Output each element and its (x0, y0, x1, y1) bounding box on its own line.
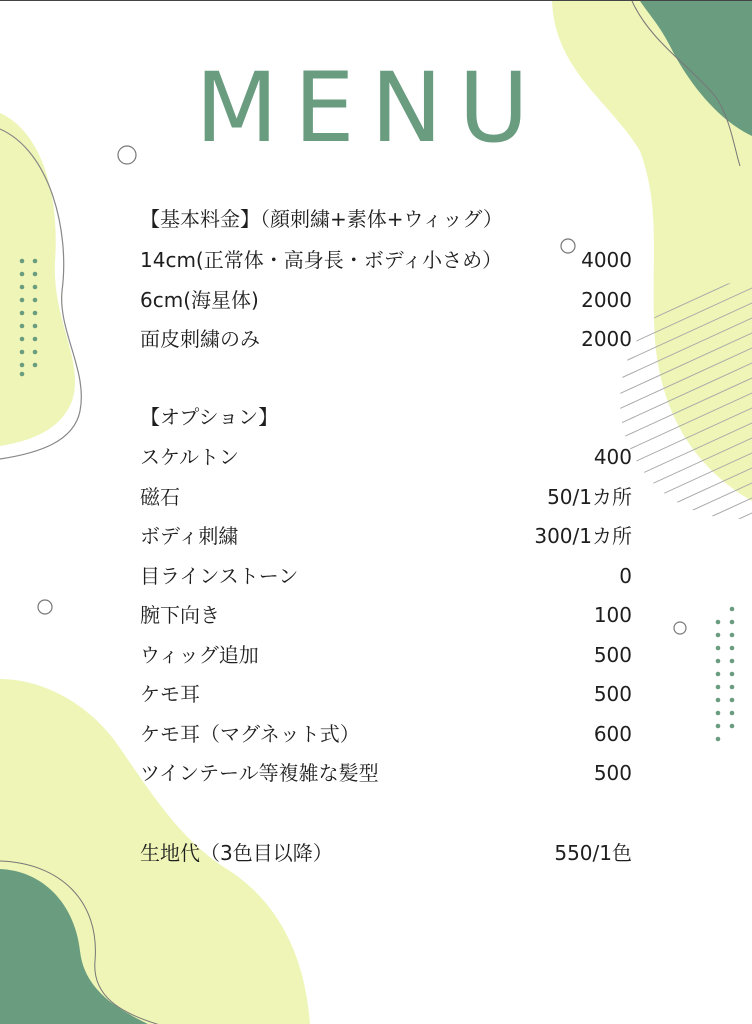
item-name: ケモ耳（マグネット式） (140, 722, 360, 746)
menu-row (140, 287, 632, 313)
item-name: 生地代（3色目以降） (140, 841, 333, 865)
item-price: 2000 (581, 288, 632, 312)
menu-row (140, 760, 632, 786)
menu-row (140, 681, 632, 707)
small-circle-4 (674, 622, 686, 634)
item-price: 500 (593, 643, 632, 667)
menu-row (140, 721, 632, 747)
item-name: 目ラインストーン (140, 564, 299, 588)
item-price: 600 (593, 722, 632, 746)
item-price: 500 (593, 682, 632, 706)
menu-title: MENU (195, 52, 545, 164)
item-price: 400 (593, 445, 632, 469)
item-name: ウィッグ追加 (140, 643, 259, 667)
item-price: 50/1カ所 (547, 485, 632, 509)
basic-price-heading: 【基本料金】（顔刺繍+素体+ウィッグ） (140, 207, 503, 231)
menu-row (140, 247, 632, 273)
menu-row (140, 642, 632, 668)
item-name: スケルトン (140, 445, 239, 469)
item-name: 6cm(海星体) (140, 288, 259, 312)
options-heading: 【オプション】 (140, 405, 279, 429)
item-price: 2000 (581, 327, 632, 351)
menu-row (140, 602, 632, 628)
menu-row (140, 523, 632, 549)
item-price: 0 (619, 564, 632, 588)
item-price: 100 (593, 603, 632, 627)
item-price: 300/1カ所 (534, 524, 632, 548)
small-circle-3 (38, 600, 52, 614)
right-dot-grid (716, 607, 735, 742)
item-name: ケモ耳 (140, 682, 200, 706)
item-name: 面皮刺繍のみ (140, 327, 260, 351)
item-price: 500 (593, 761, 632, 785)
item-name: 腕下向き (140, 603, 220, 627)
item-name: 14cm(正常体・高身長・ボディ小さめ） (140, 248, 503, 272)
menu-row (140, 484, 632, 510)
menu-row (140, 326, 632, 352)
menu-row (140, 444, 632, 470)
item-name: ボディ刺繍 (140, 524, 239, 548)
menu-row (140, 563, 632, 589)
item-name: 磁石 (140, 485, 180, 509)
item-name: ツインテール等複雑な髪型 (140, 761, 379, 785)
item-price: 550/1色 (554, 841, 632, 865)
fabric-row (140, 840, 632, 866)
item-price: 4000 (581, 248, 632, 272)
